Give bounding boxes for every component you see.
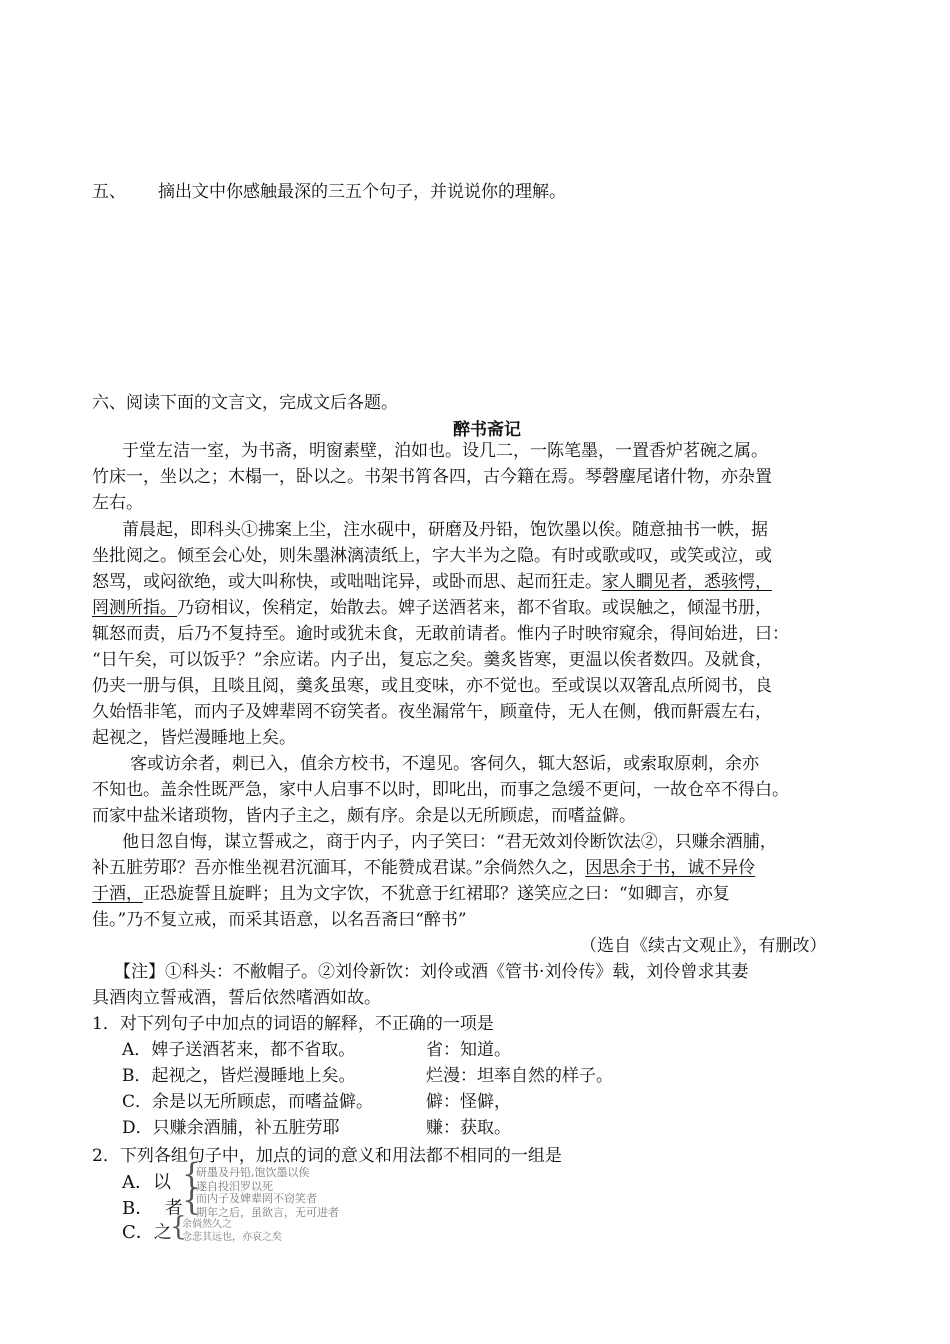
passage-line: 仍夹一册与俱，且啖且阅，羹炙虽寒，或且变味，亦不觉也。至或误以双箸乱点所阅书，良 xyxy=(92,676,772,696)
passage-line: 起视之，皆烂漫睡地上矣。 xyxy=(92,728,296,748)
underlined-sentence: 家人瞷见者，悉骇愕， xyxy=(602,572,772,592)
question-2-option-c-line: 念悲其远也，亦哀之矣 xyxy=(182,1232,282,1243)
passage-line: 坐批阅之。倾至会心处，则朱墨淋漓渍纸上，字大半为之隐。有时或歌或叹，或笑或泣，或 xyxy=(92,546,772,566)
question-2-stem: 2．下列各组句子中，加点的词的意义和用法都不相同的一组是 xyxy=(92,1146,562,1166)
passage-line: 不知也。盖余性既严急，家中人启事不以时，即叱出，而事之急缓不更问，一故仓卒不得白。 xyxy=(92,780,789,800)
question-2-option-b-line: 期年之后，虽欲言，无可进者 xyxy=(196,1206,339,1219)
question-1-stem: 1．对下列句子中加点的词语的解释，不正确的一项是 xyxy=(92,1014,494,1034)
underlined-sentence: 因思余于书，诚不异伶 xyxy=(585,858,756,878)
question-1-gloss-d: 赚：获取。 xyxy=(426,1118,511,1138)
question-2-option-a: A．以 xyxy=(122,1172,171,1193)
passage-line: 怒骂，或闷欲绝，或大叫称快，或咄咄诧异，或卧而思、起而狂走。家人瞷见者，悉骇愕， xyxy=(92,572,772,592)
passage-line: 左右。 xyxy=(92,493,143,513)
passage-line: 久始悟非笔，而内子及婢辈罔不窃笑者。夜坐漏常午，顾童侍，无人在侧，俄而鼾震左右， xyxy=(92,702,772,722)
passage-line: 莆晨起，即科头①拂案上尘，注水砚中，研磨及丹铅，饱饮墨以俟。随意抽书一帙，据 xyxy=(122,520,768,540)
question-5-number: 五、 xyxy=(92,182,126,202)
passage-note: 【注】①科头：不敝帽子。②刘伶新饮：刘伶或酒《管书·刘伶传》载，刘伶曾求其妻 xyxy=(114,962,749,982)
question-6-intro: 六、阅读下面的文言文，完成文后各题。 xyxy=(92,393,398,413)
passage-line: 于酒，正恐旋誓且旋畔；且为文字饮，不犹意于红裙耶？遂笑应之曰：“如卿言，亦复 xyxy=(92,884,730,904)
question-2-option-c: C．之 xyxy=(122,1222,172,1243)
passage-line: 他日忽自悔，谋立誓戒之，商于内子，内子笑曰：“君无效刘伶断饮法②，只赚余酒脯， xyxy=(122,832,777,852)
underlined-sentence: 罔测所指。 xyxy=(92,598,177,618)
passage-note: 具酒肉立誓戒酒，誓后依然嗜酒如故。 xyxy=(92,988,381,1008)
question-5-text: 摘出文中你感触最深的三五个句子，并说说你的理解。 xyxy=(158,182,566,202)
brace-icon: { xyxy=(182,1157,202,1192)
passage-line: 佳。”乃不复立戒，而采其语意，以名吾斋曰“醉书” xyxy=(92,910,467,930)
passage-line: 辄怒而责，后乃不复持至。逾时或犹未食，无敢前请者。惟内子时映帘窥余，得间始进，曰： xyxy=(92,624,789,644)
question-1-gloss-a: 省：知道。 xyxy=(426,1040,511,1060)
question-1-option-a: A．婢子送酒茗来，都不省取。 xyxy=(122,1040,356,1060)
brace-icon: { xyxy=(182,1183,202,1218)
passage-source: （选自《续古文观止》，有删改） xyxy=(580,936,827,956)
passage-line: 而家中盐米诸琐物，皆内子主之，颇有序。余是以无所顾虑，而嗜益僻。 xyxy=(92,806,636,826)
passage-line: 于堂左洁一室，为书斋，明窗素壁，泊如也。设几二，一陈笔墨，一置香炉茗碗之属。 xyxy=(122,441,768,461)
passage-line: 补五脏劳耶？吾亦惟坐视君沉湎耳，不能赞成君谋。”余倘然久之，因思余于书，诚不异伶 xyxy=(92,858,756,878)
question-1-option-c: C．余是以无所顾虑，而嗜益僻。 xyxy=(122,1092,374,1112)
passage-line: 竹床一，坐以之；木榻一，卧以之。书架书筲各四，古今籍在焉。琴磬麈尾诸什物，亦杂置 xyxy=(92,467,772,487)
passage-line: 罔测所指。乃窃相议，俟稍定，始散去。婢子送酒茗来，都不省取。或误触之，倾湿书册， xyxy=(92,598,772,618)
question-1-gloss-b: 烂漫：坦率自然的样子。 xyxy=(426,1066,613,1086)
question-2-option-b-line: 而内子及婢辈罔不窃笑者 xyxy=(196,1192,317,1205)
question-2-option-a-line: 遂自投汨罗以死 xyxy=(196,1180,273,1193)
passage-line: “日午矣，可以饭乎？”余应诺。内子出，复忘之矣。羹炙皆寒，更温以俟者数四。及就食， xyxy=(92,650,773,670)
question-1-option-b: B．起视之，皆烂漫睡地上矣。 xyxy=(122,1066,356,1086)
brace-icon: { xyxy=(170,1212,187,1242)
passage-line: 客或访余者，刺已入，值余方校书，不遑见。客伺久，辄大怒诟，或索取原刺，余亦 xyxy=(130,754,759,774)
question-2-option-b: B． 者 xyxy=(122,1198,183,1219)
underlined-sentence: 于酒， xyxy=(92,884,143,904)
passage-title: 醉书斋记 xyxy=(453,420,521,440)
question-2-option-a-line: 研墨及丹铅,饱饮墨以俟 xyxy=(196,1166,310,1179)
question-2-option-c-line: 余倘然久之 xyxy=(182,1219,232,1230)
question-1-option-d: D．只赚余酒脯，补五脏劳耶 xyxy=(122,1118,340,1138)
question-1-gloss-c: 僻：怪僻， xyxy=(426,1092,511,1112)
